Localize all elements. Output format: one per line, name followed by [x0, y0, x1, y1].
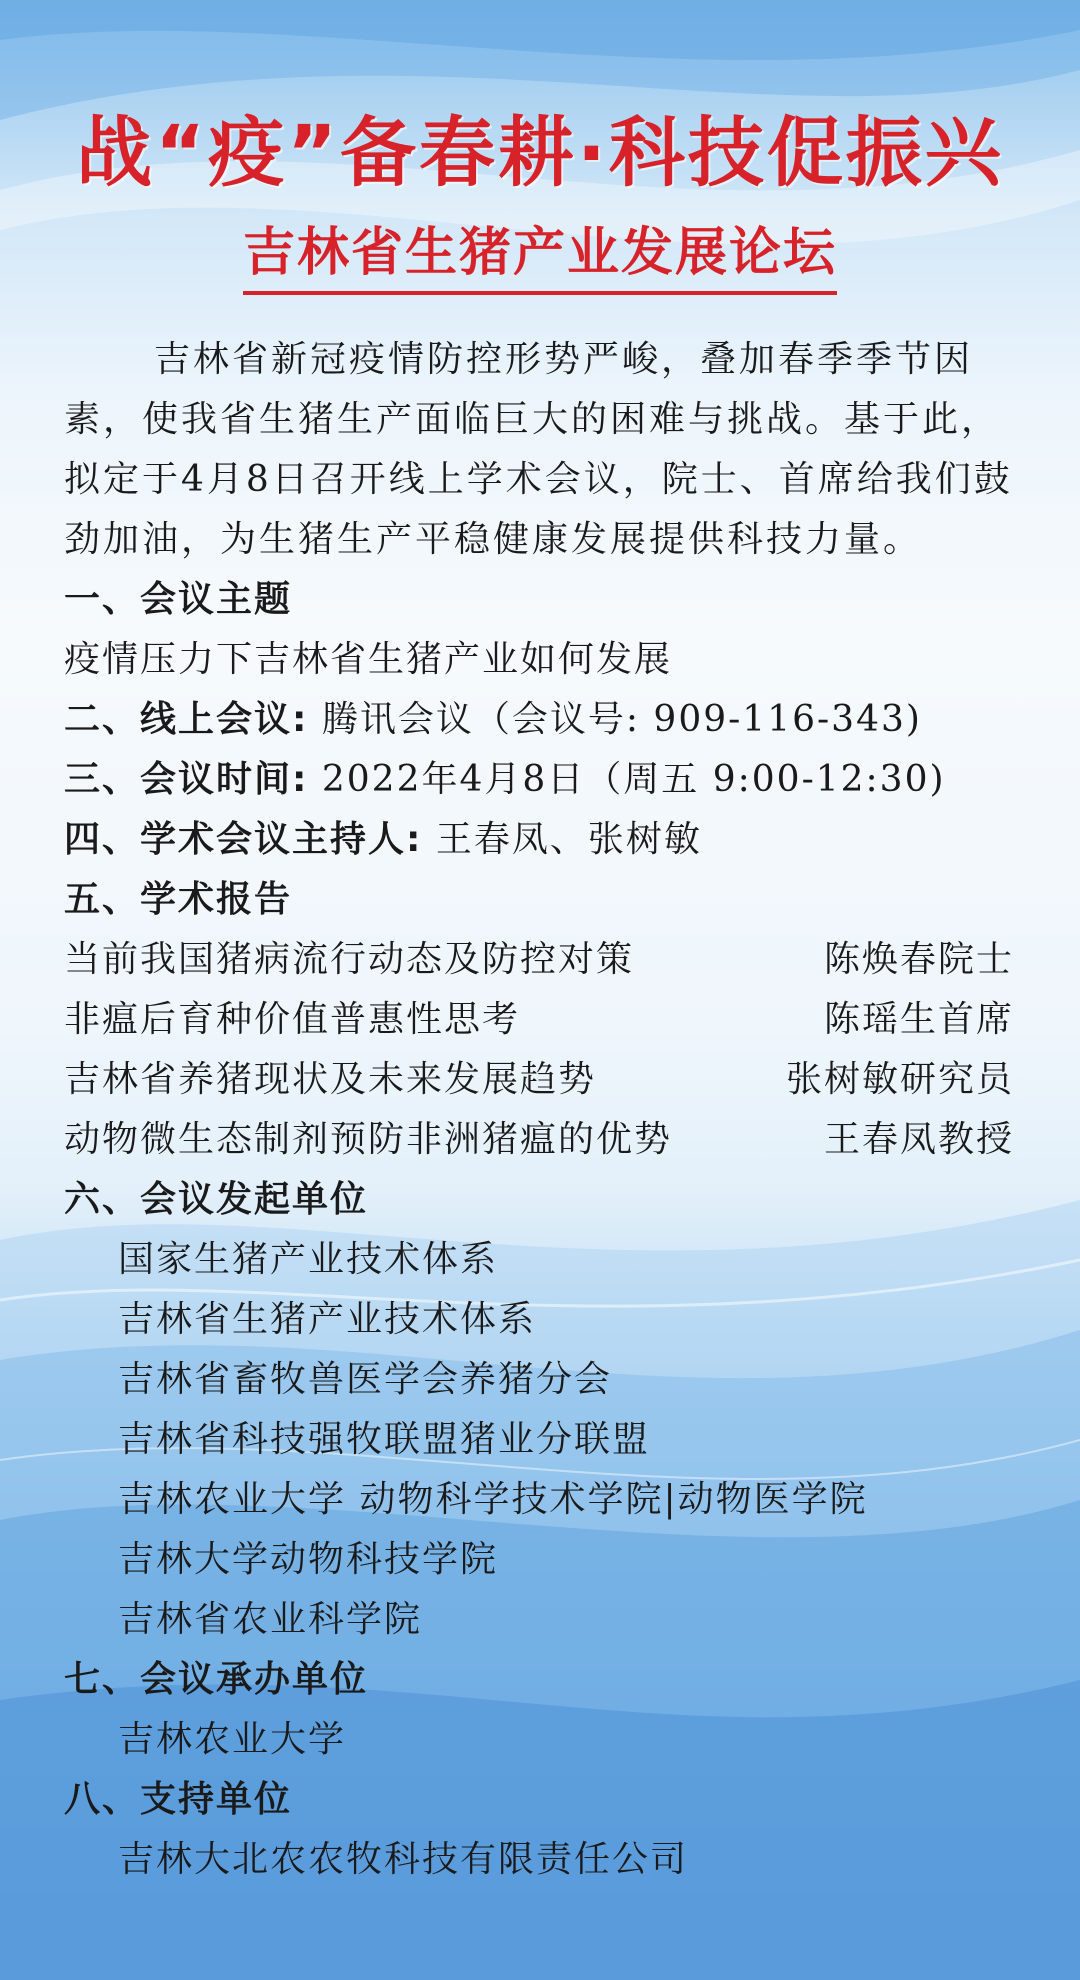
- online-meeting-line: [64, 690, 1014, 750]
- initiator-item: 吉林农业大学 动物科学技术学院|动物医学院: [118, 1479, 868, 1520]
- initiator-item: 吉林省农业科学院: [118, 1599, 423, 1640]
- report-topic: 动物微生态制剂预防非洲猪瘟的优势: [64, 1119, 673, 1160]
- initiator-item: 国家生猪产业技术体系: [118, 1239, 499, 1280]
- report-topic: 当前我国猪病流行动态及防控对策: [64, 939, 635, 980]
- theme-text: 疫情压力下吉林省生猪产业如何发展: [64, 639, 673, 680]
- time-heading: 三、会议时间:: [64, 759, 309, 800]
- host-line: [64, 810, 1014, 870]
- time-text: 2022年4月8日（周五 9:00-12:30): [321, 759, 946, 800]
- subtitle-text: 吉林省生猪产业发展论坛: [243, 210, 837, 295]
- organizer-heading: 七、会议承办单位: [64, 1659, 369, 1700]
- poster-title: 战“疫”备春耕·科技促振兴: [76, 108, 1004, 197]
- host-text: 王春凤、张树敏: [435, 819, 702, 860]
- report-item: [64, 1110, 1014, 1170]
- report-topic: 非瘟后育种价值普惠性思考: [64, 999, 521, 1040]
- report-item: [64, 990, 1014, 1050]
- report-speaker: 陈瑶生首席: [823, 999, 1014, 1040]
- reports-heading: 五、学术报告: [64, 879, 293, 920]
- initiators-heading: 六、会议发起单位: [64, 1179, 369, 1220]
- theme-heading: 一、会议主题: [64, 579, 293, 620]
- intro-paragraph: 吉林省新冠疫情防控形势严峻，叠加春季季节因素，使我省生猪生产面临巨大的困难与挑战。基于此，拟定于4月8日召开线上学术会议，院士、首席给我们鼓劲加油，为生猪生产平稳健康发展提供科技力量。: [64, 339, 1013, 560]
- report-speaker: 王春凤教授: [823, 1119, 1014, 1160]
- initiator-item: 吉林大学动物科技学院: [118, 1539, 499, 1580]
- content: [64, 330, 1014, 1890]
- report-item: [64, 930, 1014, 990]
- initiator-item: 吉林省科技强牧联盟猪业分联盟: [118, 1419, 651, 1460]
- report-speaker: 陈焕春院士: [823, 939, 1014, 980]
- initiator-item: 吉林省畜牧兽医学会养猪分会: [118, 1359, 613, 1400]
- report-topic: 吉林省养猪现状及未来发展趋势: [64, 1059, 597, 1100]
- host-heading: 四、学术会议主持人:: [64, 819, 423, 860]
- online-heading: 二、线上会议:: [64, 699, 309, 740]
- poster-subtitle: [0, 210, 1080, 295]
- report-speaker: 张树敏研究员: [785, 1059, 1014, 1100]
- supporter-item: 吉林大北农农牧科技有限责任公司: [118, 1839, 689, 1880]
- report-item: [64, 1050, 1014, 1110]
- online-text: 腾讯会议（会议号: 909-116-343): [321, 699, 922, 740]
- supporter-heading: 八、支持单位: [64, 1779, 293, 1820]
- organizer-item: 吉林农业大学: [118, 1719, 347, 1760]
- meeting-time-line: [64, 750, 1014, 810]
- initiator-item: 吉林省生猪产业技术体系: [118, 1299, 537, 1340]
